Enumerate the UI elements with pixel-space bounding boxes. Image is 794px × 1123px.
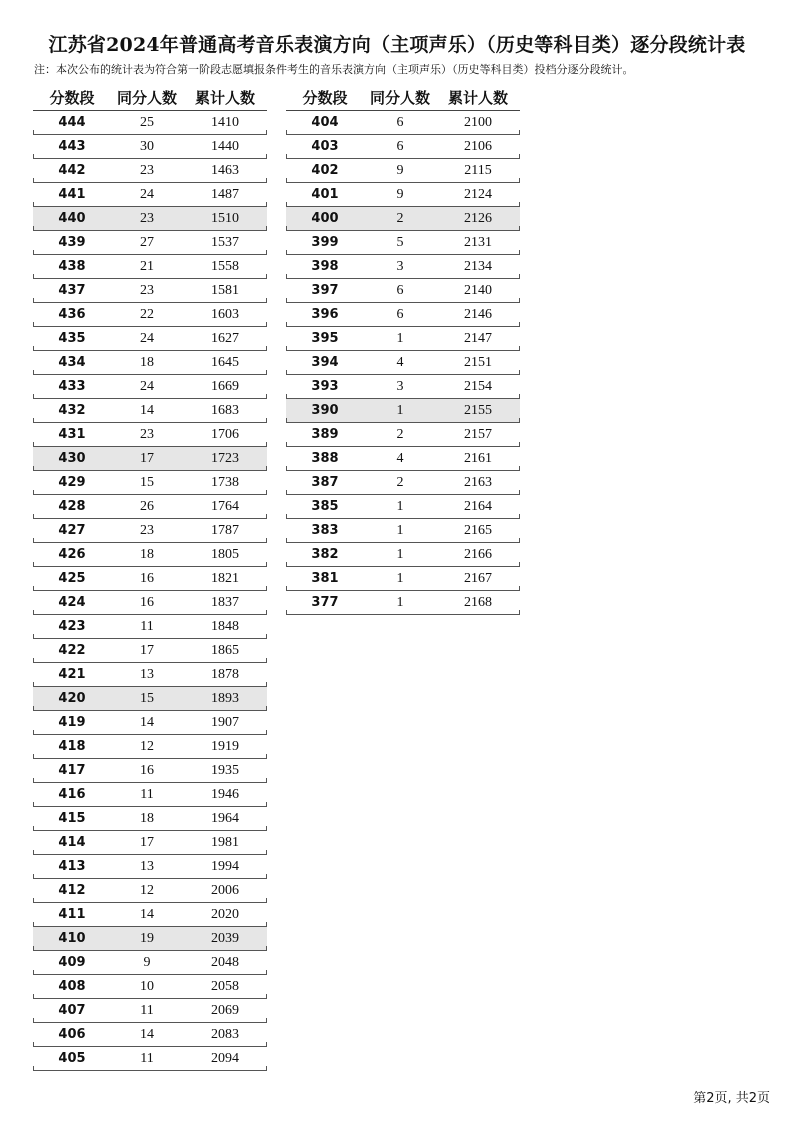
table-row bbox=[33, 303, 267, 327]
count-cell: 30 bbox=[140, 139, 154, 154]
count-cell: 18 bbox=[140, 355, 154, 370]
cumulative-cell: 2126 bbox=[464, 211, 492, 226]
score-cell: 439 bbox=[58, 235, 86, 250]
cumulative-cell: 2100 bbox=[464, 115, 492, 130]
cumulative-cell: 2151 bbox=[464, 355, 492, 370]
header-count: 同分人数 bbox=[116, 89, 177, 107]
score-cell: 377 bbox=[311, 595, 339, 610]
count-cell: 6 bbox=[396, 139, 404, 154]
cumulative-cell: 2164 bbox=[464, 499, 492, 514]
table-row bbox=[286, 375, 520, 399]
score-cell: 435 bbox=[58, 331, 86, 346]
count-cell: 1 bbox=[396, 523, 404, 538]
table-row bbox=[33, 519, 267, 543]
table-row bbox=[286, 111, 520, 135]
count-cell: 23 bbox=[140, 523, 154, 538]
cumulative-cell: 1907 bbox=[211, 715, 239, 730]
table-row bbox=[33, 807, 267, 831]
table-row bbox=[286, 519, 520, 543]
count-cell: 27 bbox=[140, 235, 154, 250]
table-row bbox=[33, 951, 267, 975]
cumulative-cell: 1537 bbox=[211, 235, 239, 250]
score-cell: 416 bbox=[58, 787, 86, 802]
table-row bbox=[33, 135, 267, 159]
score-cell: 414 bbox=[58, 835, 86, 850]
table-row bbox=[286, 351, 520, 375]
table-row bbox=[33, 279, 267, 303]
table-row bbox=[33, 471, 267, 495]
count-cell: 17 bbox=[140, 643, 154, 658]
count-cell: 3 bbox=[396, 379, 404, 394]
cumulative-cell: 2140 bbox=[464, 283, 492, 298]
count-cell: 17 bbox=[140, 451, 154, 466]
cumulative-cell: 1764 bbox=[211, 499, 239, 514]
table-row bbox=[286, 471, 520, 495]
count-cell: 24 bbox=[140, 331, 154, 346]
header-cumulative: 累计人数 bbox=[447, 89, 508, 107]
cumulative-cell: 2124 bbox=[464, 187, 492, 202]
count-cell: 11 bbox=[140, 1051, 154, 1066]
count-cell: 12 bbox=[140, 883, 154, 898]
table-row bbox=[286, 399, 520, 423]
count-cell: 9 bbox=[396, 163, 404, 178]
cumulative-cell: 2168 bbox=[464, 595, 492, 610]
table-row bbox=[33, 399, 267, 423]
table-row bbox=[33, 159, 267, 183]
count-cell: 24 bbox=[140, 187, 154, 202]
count-cell: 1 bbox=[396, 571, 404, 586]
score-cell: 408 bbox=[58, 979, 86, 994]
cumulative-cell: 2165 bbox=[464, 523, 492, 538]
count-cell: 23 bbox=[140, 163, 154, 178]
table-row bbox=[33, 255, 267, 279]
table-row bbox=[33, 1023, 267, 1047]
table-row bbox=[33, 903, 267, 927]
table-row bbox=[33, 1047, 267, 1071]
score-cell: 428 bbox=[58, 499, 86, 514]
count-cell: 14 bbox=[140, 907, 154, 922]
count-cell: 2 bbox=[396, 211, 404, 226]
table-row bbox=[286, 423, 520, 447]
score-cell: 429 bbox=[58, 475, 86, 490]
cumulative-cell: 2146 bbox=[464, 307, 492, 322]
table-row bbox=[286, 567, 520, 591]
table-row bbox=[286, 543, 520, 567]
table-row bbox=[33, 351, 267, 375]
cumulative-cell: 2048 bbox=[211, 955, 239, 970]
table-row bbox=[33, 447, 267, 471]
score-cell: 412 bbox=[58, 883, 86, 898]
page-number: 第2页, 共2页 bbox=[693, 1091, 770, 1106]
count-cell: 11 bbox=[140, 787, 154, 802]
cumulative-cell: 1581 bbox=[211, 283, 239, 298]
count-cell: 26 bbox=[140, 499, 154, 514]
header-count: 同分人数 bbox=[369, 89, 430, 107]
table-row bbox=[33, 687, 267, 711]
table-row bbox=[33, 759, 267, 783]
note-text: 注：本次公布的统计表为符合第一阶段志愿填报条件考生的音乐表演方向（主项声乐）（历史等科目类）投档分逐分段统计。 bbox=[34, 63, 634, 76]
cumulative-cell: 1558 bbox=[211, 259, 239, 274]
score-cell: 389 bbox=[311, 427, 339, 442]
cumulative-cell: 1669 bbox=[211, 379, 239, 394]
cumulative-cell: 2039 bbox=[211, 931, 239, 946]
cumulative-cell: 1645 bbox=[211, 355, 239, 370]
count-cell: 11 bbox=[140, 1003, 154, 1018]
table-row bbox=[33, 927, 267, 951]
table-row bbox=[33, 735, 267, 759]
score-cell: 402 bbox=[311, 163, 339, 178]
cumulative-cell: 2167 bbox=[464, 571, 492, 586]
score-cell: 387 bbox=[311, 475, 339, 490]
table-row bbox=[33, 879, 267, 903]
cumulative-cell: 1837 bbox=[211, 595, 239, 610]
score-cell: 436 bbox=[58, 307, 86, 322]
cumulative-cell: 1994 bbox=[211, 859, 239, 874]
cumulative-cell: 1848 bbox=[211, 619, 239, 634]
score-cell: 434 bbox=[58, 355, 86, 370]
cumulative-cell: 2069 bbox=[211, 1003, 239, 1018]
score-cell: 431 bbox=[58, 427, 86, 442]
count-cell: 6 bbox=[396, 115, 404, 130]
score-cell: 383 bbox=[311, 523, 339, 538]
score-cell: 433 bbox=[58, 379, 86, 394]
table-row bbox=[286, 591, 520, 615]
score-cell: 440 bbox=[58, 211, 86, 226]
score-cell: 394 bbox=[311, 355, 339, 370]
count-cell: 16 bbox=[140, 763, 154, 778]
header-score: 分数段 bbox=[302, 89, 348, 107]
cumulative-cell: 2155 bbox=[464, 403, 492, 418]
count-cell: 14 bbox=[140, 1027, 154, 1042]
score-cell: 382 bbox=[311, 547, 339, 562]
count-cell: 6 bbox=[396, 307, 404, 322]
table-row bbox=[33, 831, 267, 855]
score-cell: 381 bbox=[311, 571, 339, 586]
table-row bbox=[33, 711, 267, 735]
count-cell: 1 bbox=[396, 499, 404, 514]
cumulative-cell: 1964 bbox=[211, 811, 239, 826]
table-row bbox=[33, 207, 267, 231]
score-cell: 426 bbox=[58, 547, 86, 562]
table-row bbox=[286, 447, 520, 471]
cumulative-cell: 2161 bbox=[464, 451, 492, 466]
cumulative-cell: 1821 bbox=[211, 571, 239, 586]
cumulative-cell: 1440 bbox=[211, 139, 239, 154]
score-cell: 399 bbox=[311, 235, 339, 250]
score-cell: 415 bbox=[58, 811, 86, 826]
count-cell: 23 bbox=[140, 427, 154, 442]
count-cell: 1 bbox=[396, 595, 404, 610]
score-cell: 396 bbox=[311, 307, 339, 322]
count-cell: 10 bbox=[140, 979, 154, 994]
score-cell: 424 bbox=[58, 595, 86, 610]
cumulative-cell: 1627 bbox=[211, 331, 239, 346]
table-row bbox=[33, 423, 267, 447]
table-row bbox=[33, 183, 267, 207]
table-row bbox=[33, 975, 267, 999]
score-cell: 385 bbox=[311, 499, 339, 514]
score-cell: 398 bbox=[311, 259, 339, 274]
cumulative-cell: 1878 bbox=[211, 667, 239, 682]
cumulative-cell: 2154 bbox=[464, 379, 492, 394]
table-row bbox=[286, 255, 520, 279]
table-header bbox=[286, 86, 520, 111]
table-row bbox=[286, 303, 520, 327]
score-cell: 410 bbox=[58, 931, 86, 946]
score-table-left bbox=[33, 86, 267, 1071]
cumulative-cell: 2020 bbox=[211, 907, 239, 922]
table-row bbox=[286, 495, 520, 519]
score-cell: 404 bbox=[311, 115, 339, 130]
table-row bbox=[286, 231, 520, 255]
count-cell: 1 bbox=[396, 331, 404, 346]
cumulative-cell: 2157 bbox=[464, 427, 492, 442]
count-cell: 4 bbox=[396, 451, 404, 466]
table-row bbox=[286, 135, 520, 159]
count-cell: 14 bbox=[140, 715, 154, 730]
table-row bbox=[286, 279, 520, 303]
table-row bbox=[33, 231, 267, 255]
cumulative-cell: 1723 bbox=[211, 451, 239, 466]
table-row bbox=[33, 543, 267, 567]
count-cell: 25 bbox=[140, 115, 154, 130]
page-title: 江苏省2024年普通高考音乐表演方向（主项声乐）（历史等科目类）逐分段统计表 bbox=[48, 34, 746, 56]
cumulative-cell: 1603 bbox=[211, 307, 239, 322]
cumulative-cell: 2134 bbox=[464, 259, 492, 274]
table-row bbox=[33, 111, 267, 135]
score-cell: 421 bbox=[58, 667, 86, 682]
cumulative-cell: 1510 bbox=[211, 211, 239, 226]
cumulative-cell: 2163 bbox=[464, 475, 492, 490]
score-cell: 390 bbox=[311, 403, 339, 418]
score-cell: 423 bbox=[58, 619, 86, 634]
count-cell: 23 bbox=[140, 283, 154, 298]
table-row bbox=[33, 615, 267, 639]
count-cell: 15 bbox=[140, 475, 154, 490]
cumulative-cell: 2058 bbox=[211, 979, 239, 994]
table-row bbox=[33, 783, 267, 807]
table-row bbox=[33, 495, 267, 519]
cumulative-cell: 1787 bbox=[211, 523, 239, 538]
score-cell: 397 bbox=[311, 283, 339, 298]
cumulative-cell: 1738 bbox=[211, 475, 239, 490]
table-row bbox=[286, 327, 520, 351]
count-cell: 23 bbox=[140, 211, 154, 226]
score-cell: 443 bbox=[58, 139, 86, 154]
score-cell: 438 bbox=[58, 259, 86, 274]
table-body bbox=[286, 111, 520, 615]
cumulative-cell: 1981 bbox=[211, 835, 239, 850]
score-cell: 413 bbox=[58, 859, 86, 874]
table-row bbox=[33, 855, 267, 879]
header-score: 分数段 bbox=[49, 89, 95, 107]
count-cell: 6 bbox=[396, 283, 404, 298]
count-cell: 18 bbox=[140, 811, 154, 826]
table-row bbox=[33, 591, 267, 615]
score-cell: 441 bbox=[58, 187, 86, 202]
cumulative-cell: 2106 bbox=[464, 139, 492, 154]
cumulative-cell: 1946 bbox=[211, 787, 239, 802]
table-row bbox=[33, 639, 267, 663]
cumulative-cell: 2094 bbox=[211, 1051, 239, 1066]
count-cell: 16 bbox=[140, 595, 154, 610]
table-row bbox=[33, 375, 267, 399]
score-cell: 406 bbox=[58, 1027, 86, 1042]
cumulative-cell: 1463 bbox=[211, 163, 239, 178]
cumulative-cell: 2115 bbox=[464, 163, 492, 178]
cumulative-cell: 2006 bbox=[211, 883, 239, 898]
count-cell: 1 bbox=[396, 547, 404, 562]
table-row bbox=[286, 183, 520, 207]
count-cell: 14 bbox=[140, 403, 154, 418]
score-cell: 437 bbox=[58, 283, 86, 298]
count-cell: 2 bbox=[396, 427, 404, 442]
cumulative-cell: 1935 bbox=[211, 763, 239, 778]
score-cell: 395 bbox=[311, 331, 339, 346]
count-cell: 24 bbox=[140, 379, 154, 394]
score-cell: 407 bbox=[58, 1003, 86, 1018]
count-cell: 18 bbox=[140, 547, 154, 562]
score-cell: 422 bbox=[58, 643, 86, 658]
count-cell: 3 bbox=[396, 259, 404, 274]
header-cumulative: 累计人数 bbox=[194, 89, 255, 107]
count-cell: 22 bbox=[140, 307, 154, 322]
table-row bbox=[33, 999, 267, 1023]
cumulative-cell: 2131 bbox=[464, 235, 492, 250]
score-cell: 417 bbox=[58, 763, 86, 778]
count-cell: 15 bbox=[140, 691, 154, 706]
count-cell: 9 bbox=[143, 955, 151, 970]
count-cell: 9 bbox=[396, 187, 404, 202]
score-cell: 420 bbox=[58, 691, 86, 706]
score-cell: 427 bbox=[58, 523, 86, 538]
score-cell: 405 bbox=[58, 1051, 86, 1066]
score-cell: 403 bbox=[311, 139, 339, 154]
table-row bbox=[286, 159, 520, 183]
table-row bbox=[286, 207, 520, 231]
score-cell: 411 bbox=[58, 907, 86, 922]
score-cell: 430 bbox=[58, 451, 86, 466]
cumulative-cell: 1893 bbox=[211, 691, 239, 706]
score-cell: 393 bbox=[311, 379, 339, 394]
count-cell: 13 bbox=[140, 667, 154, 682]
count-cell: 17 bbox=[140, 835, 154, 850]
table-row bbox=[33, 327, 267, 351]
score-cell: 409 bbox=[58, 955, 86, 970]
count-cell: 21 bbox=[140, 259, 154, 274]
count-cell: 4 bbox=[396, 355, 404, 370]
count-cell: 13 bbox=[140, 859, 154, 874]
score-cell: 419 bbox=[58, 715, 86, 730]
table-row bbox=[33, 567, 267, 591]
cumulative-cell: 2166 bbox=[464, 547, 492, 562]
count-cell: 12 bbox=[140, 739, 154, 754]
score-cell: 444 bbox=[58, 115, 86, 130]
cumulative-cell: 2083 bbox=[211, 1027, 239, 1042]
score-cell: 400 bbox=[311, 211, 339, 226]
score-table-right bbox=[286, 86, 520, 615]
cumulative-cell: 1919 bbox=[211, 739, 239, 754]
table-body bbox=[33, 111, 267, 1071]
score-cell: 418 bbox=[58, 739, 86, 754]
count-cell: 1 bbox=[396, 403, 404, 418]
cumulative-cell: 1865 bbox=[211, 643, 239, 658]
cumulative-cell: 1706 bbox=[211, 427, 239, 442]
score-cell: 401 bbox=[311, 187, 339, 202]
count-cell: 2 bbox=[396, 475, 404, 490]
count-cell: 5 bbox=[396, 235, 404, 250]
score-cell: 432 bbox=[58, 403, 86, 418]
table-header bbox=[33, 86, 267, 111]
cumulative-cell: 1410 bbox=[211, 115, 239, 130]
score-cell: 425 bbox=[58, 571, 86, 586]
cumulative-cell: 1683 bbox=[211, 403, 239, 418]
cumulative-cell: 2147 bbox=[464, 331, 492, 346]
table-row bbox=[33, 663, 267, 687]
score-cell: 388 bbox=[311, 451, 339, 466]
score-cell: 442 bbox=[58, 163, 86, 178]
cumulative-cell: 1805 bbox=[211, 547, 239, 562]
count-cell: 11 bbox=[140, 619, 154, 634]
cumulative-cell: 1487 bbox=[211, 187, 239, 202]
count-cell: 19 bbox=[140, 931, 154, 946]
count-cell: 16 bbox=[140, 571, 154, 586]
